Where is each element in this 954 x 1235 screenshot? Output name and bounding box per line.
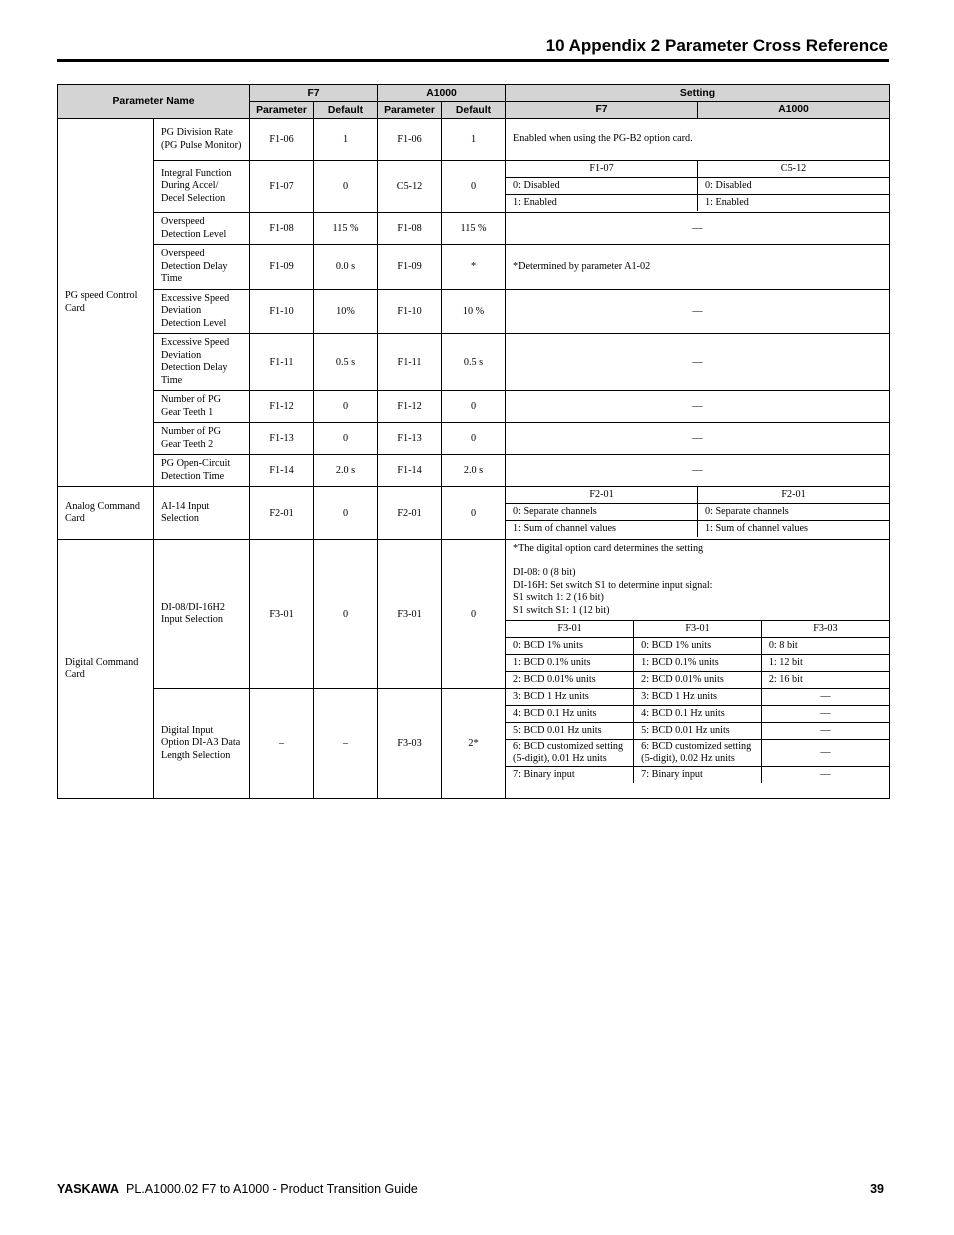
sub-cell: — xyxy=(761,723,889,740)
f7-param: F1-11 xyxy=(250,334,314,391)
param-name: Overspeed Detection Delay Time xyxy=(154,245,250,290)
a1000-param: F3-03 xyxy=(378,689,442,799)
a1000-default: 0.5 s xyxy=(442,334,506,391)
header-a1000-default: Default xyxy=(442,102,506,119)
sub-head: F3-01 xyxy=(506,621,634,638)
param-name: PG Open-Circuit Detection Time xyxy=(154,455,250,487)
table-row xyxy=(58,487,890,540)
setting-text: — xyxy=(506,423,890,455)
sub-cell: 0: Disabled xyxy=(698,178,890,195)
param-name: Number of PG Gear Teeth 2 xyxy=(154,423,250,455)
param-name: Integral Function During Accel/ Decel Selection xyxy=(154,161,250,213)
table-row xyxy=(58,245,890,290)
sub-cell: — xyxy=(761,706,889,723)
table-row xyxy=(58,213,890,245)
setting-text: — xyxy=(506,455,890,487)
header-rule xyxy=(57,59,889,62)
note-line: DI-08: 0 (8 bit) xyxy=(513,567,576,579)
sub-cell: 1: BCD 0.1% units xyxy=(634,655,762,672)
a1000-default: 0 xyxy=(442,423,506,455)
setting-text: — xyxy=(506,289,890,334)
f7-param: F1-14 xyxy=(250,455,314,487)
a1000-param: F1-08 xyxy=(378,213,442,245)
note-line: S1 switch S1: 1 (12 bit) xyxy=(513,604,610,616)
param-name: AI-14 Input Selection xyxy=(154,487,250,540)
header-f7: F7 xyxy=(250,85,378,102)
sub-cell: 0: BCD 1% units xyxy=(506,638,634,655)
a1000-default: 10 % xyxy=(442,289,506,334)
group-label: Digital Command Card xyxy=(58,540,154,799)
f7-default: 0 xyxy=(314,391,378,423)
sub-head: F3-01 xyxy=(634,621,762,638)
sub-cell: 2: 16 bit xyxy=(761,672,889,689)
sub-cell: 0: BCD 1% units xyxy=(634,638,762,655)
note-line xyxy=(513,555,882,567)
footer xyxy=(57,1182,418,1196)
header-a1000: A1000 xyxy=(378,85,506,102)
setting-subtable xyxy=(506,540,890,689)
a1000-default: 0 xyxy=(442,391,506,423)
a1000-param: F1-14 xyxy=(378,455,442,487)
note-line: DI-16H: Set switch S1 to determine input signal: xyxy=(513,579,713,591)
sub-cell: 0: Disabled xyxy=(506,178,698,195)
sub-cell: 0: Separate channels xyxy=(698,504,890,521)
sub-cell: 2: BCD 0.01% units xyxy=(634,672,762,689)
f7-default: 1 xyxy=(314,119,378,161)
sub-cell: 7: Binary input xyxy=(634,767,762,784)
sub-cell: 1: Enabled xyxy=(506,195,698,212)
table-row xyxy=(58,289,890,334)
f7-default: 0 xyxy=(314,161,378,213)
f7-default: 0.0 s xyxy=(314,245,378,290)
f7-default: – xyxy=(314,689,378,799)
a1000-param: F2-01 xyxy=(378,487,442,540)
header-f7-parameter: Parameter xyxy=(250,102,314,119)
parameter-table xyxy=(57,84,890,799)
sub-cell: 1: Enabled xyxy=(698,195,890,212)
sub-cell: 1: 12 bit xyxy=(761,655,889,672)
page-number: 39 xyxy=(870,1182,884,1196)
sub-cell: 1: Sum of channel values xyxy=(698,521,890,538)
footer-doc-title: PL.A1000.02 F7 to A1000 - Product Transition Guide xyxy=(126,1182,418,1196)
sub-cell: 0: 8 bit xyxy=(761,638,889,655)
f7-param: – xyxy=(250,689,314,799)
a1000-param: F1-10 xyxy=(378,289,442,334)
sub-cell: 5: BCD 0.01 Hz units xyxy=(506,723,634,740)
a1000-param: F1-06 xyxy=(378,119,442,161)
f7-default: 0 xyxy=(314,540,378,689)
f7-default: 0.5 s xyxy=(314,334,378,391)
sub-cell: 5: BCD 0.01 Hz units xyxy=(634,723,762,740)
setting-subtable xyxy=(506,161,890,213)
sub-cell: 2: BCD 0.01% units xyxy=(506,672,634,689)
param-name: DI-08/DI-16H2 Input Selection xyxy=(154,540,250,689)
setting-subtable xyxy=(506,689,890,799)
a1000-default: 2* xyxy=(442,689,506,799)
table-row xyxy=(58,161,890,213)
sub-head: F2-01 xyxy=(698,487,890,504)
header-parameter-name: Parameter Name xyxy=(58,85,250,119)
param-name: Number of PG Gear Teeth 1 xyxy=(154,391,250,423)
f7-default: 115 % xyxy=(314,213,378,245)
f7-default: 10% xyxy=(314,289,378,334)
setting-note xyxy=(506,540,889,620)
sub-cell: 3: BCD 1 Hz units xyxy=(634,689,762,706)
a1000-param: C5-12 xyxy=(378,161,442,213)
a1000-param: F1-09 xyxy=(378,245,442,290)
sub-head: F3-03 xyxy=(761,621,889,638)
setting-text: — xyxy=(506,213,890,245)
header-a1000-parameter: Parameter xyxy=(378,102,442,119)
sub-head: F1-07 xyxy=(506,161,698,178)
f7-param: F1-06 xyxy=(250,119,314,161)
f7-default: 2.0 s xyxy=(314,455,378,487)
table-row xyxy=(58,391,890,423)
a1000-param: F1-11 xyxy=(378,334,442,391)
a1000-default: 2.0 s xyxy=(442,455,506,487)
header-setting: Setting xyxy=(506,85,890,102)
footer-brand: YASKAWA xyxy=(57,1182,120,1196)
sub-cell: 7: Binary input xyxy=(506,767,634,784)
f7-param: F2-01 xyxy=(250,487,314,540)
note-line: *The digital option card determines the setting xyxy=(513,543,704,554)
setting-text: *Determined by parameter A1-02 xyxy=(506,245,890,290)
page-header-title: 10 Appendix 2 Parameter Cross Reference xyxy=(545,36,888,55)
f7-param: F1-09 xyxy=(250,245,314,290)
header-f7-default: Default xyxy=(314,102,378,119)
f7-param: F1-12 xyxy=(250,391,314,423)
header-setting-split xyxy=(506,102,890,119)
a1000-default: 0 xyxy=(442,487,506,540)
setting-text: Enabled when using the PG-B2 option card. xyxy=(506,119,890,161)
param-name: Overspeed Detection Level xyxy=(154,213,250,245)
group-label: Analog Command Card xyxy=(58,487,154,540)
table-row xyxy=(58,334,890,391)
sub-cell: — xyxy=(761,689,889,706)
sub-cell: — xyxy=(761,767,889,784)
setting-text: — xyxy=(506,334,890,391)
a1000-default: 0 xyxy=(442,161,506,213)
sub-cell: — xyxy=(761,740,889,767)
a1000-default: * xyxy=(442,245,506,290)
sub-cell: 6: BCD customized setting (5-digit), 0.02 Hz units xyxy=(634,740,762,767)
sub-cell: 4: BCD 0.1 Hz units xyxy=(634,706,762,723)
group-label: PG speed Control Card xyxy=(58,119,154,487)
table-row xyxy=(58,455,890,487)
f7-param: F1-07 xyxy=(250,161,314,213)
a1000-param: F1-13 xyxy=(378,423,442,455)
sub-head: C5-12 xyxy=(698,161,890,178)
sub-cell: 1: BCD 0.1% units xyxy=(506,655,634,672)
param-name: PG Division Rate (PG Pulse Monitor) xyxy=(154,119,250,161)
f7-param: F1-10 xyxy=(250,289,314,334)
sub-cell: 4: BCD 0.1 Hz units xyxy=(506,706,634,723)
sub-cell: 1: Sum of channel values xyxy=(506,521,698,538)
setting-subtable xyxy=(506,487,890,540)
f7-default: 0 xyxy=(314,487,378,540)
a1000-param: F3-01 xyxy=(378,540,442,689)
a1000-default: 0 xyxy=(442,540,506,689)
sub-cell: 0: Separate channels xyxy=(506,504,698,521)
table-row xyxy=(58,540,890,689)
table-row xyxy=(58,689,890,799)
table-row xyxy=(58,119,890,161)
a1000-default: 115 % xyxy=(442,213,506,245)
sub-head: F2-01 xyxy=(506,487,698,504)
header-setting-a1000: A1000 xyxy=(698,102,890,118)
f7-param: F1-08 xyxy=(250,213,314,245)
param-name: Digital Input Option DI-A3 Data Length Selection xyxy=(154,689,250,799)
f7-param: F3-01 xyxy=(250,540,314,689)
param-name: Excessive Speed Deviation Detection Delay Time xyxy=(154,334,250,391)
sub-cell: 6: BCD customized setting (5-digit), 0.01 Hz units xyxy=(506,740,634,767)
table-row xyxy=(58,423,890,455)
f7-default: 0 xyxy=(314,423,378,455)
a1000-param: F1-12 xyxy=(378,391,442,423)
setting-text: — xyxy=(506,391,890,423)
sub-cell: 3: BCD 1 Hz units xyxy=(506,689,634,706)
a1000-default: 1 xyxy=(442,119,506,161)
f7-param: F1-13 xyxy=(250,423,314,455)
param-name: Excessive Speed Deviation Detection Level xyxy=(154,289,250,334)
note-line: S1 switch 1: 2 (16 bit) xyxy=(513,592,604,604)
header-setting-f7: F7 xyxy=(506,102,698,118)
